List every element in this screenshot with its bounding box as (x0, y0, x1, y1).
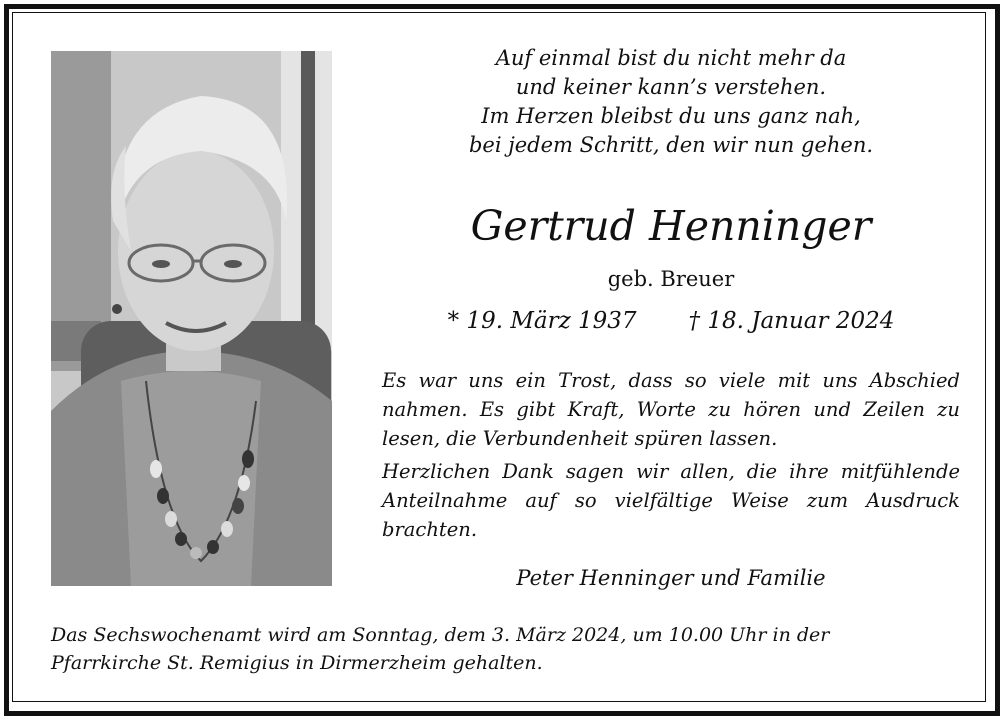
maiden-name: geb. Breuer (607, 267, 735, 291)
birth-date: * 19. März 1937 (447, 308, 637, 334)
deceased-name: Gertrud Henninger (470, 202, 872, 250)
poem-line: Im Herzen bleibst du uns ganz nah, (481, 104, 861, 128)
poem-line: bei jedem Schritt, den wir nun gehen. (468, 133, 874, 157)
thanks-paragraph-2: Herzlichen Dank sagen wir allen, die ihre mitfühlende Anteilnahme auf so vielfältige Weise zum Ausdruck brachten. (382, 460, 960, 541)
service-line-1: Das Sechswochenamt wird am Sonntag, dem 3. März 2024, um 10.00 Uhr in der (51, 624, 830, 646)
death-date: † 18. Januar 2024 (688, 308, 895, 334)
poem (382, 44, 960, 160)
thanks-paragraph-1: Es war uns ein Trost, dass so viele mit uns Abschied nahmen. Es gibt Kraft, Worte zu hören und Zeilen zu lesen, die Verbundenheit spüren lassen. (382, 369, 960, 450)
life-dates (382, 305, 960, 337)
poem-line: Auf einmal bist du nicht mehr da (495, 46, 847, 70)
poem-line: und keiner kann’s verstehen. (515, 75, 827, 99)
service-line-2: Pfarrkirche St. Remigius in Dirmerzheim gehalten. (51, 652, 543, 674)
service-announcement (51, 621, 966, 677)
signature: Peter Henninger und Familie (516, 566, 826, 590)
portrait-photo-icon (51, 51, 332, 586)
portrait-photo (51, 51, 332, 586)
